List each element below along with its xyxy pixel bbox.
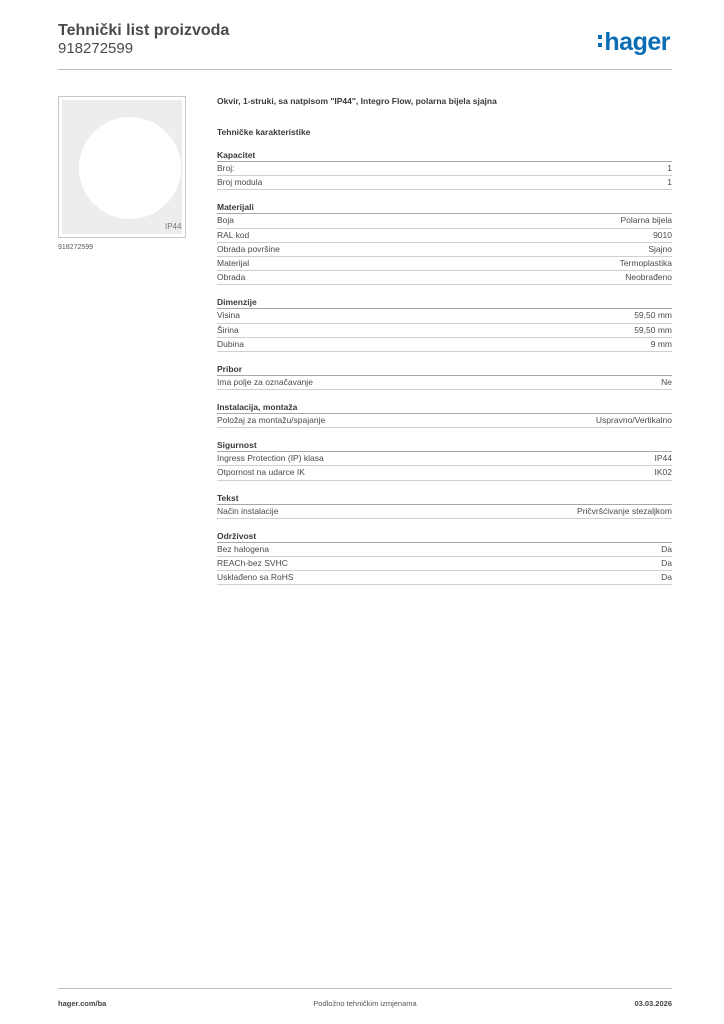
spec-row (217, 176, 672, 190)
spec-label: Ingress Protection (IP) klasa (217, 453, 324, 464)
spec-label: Ima polje za označavanje (217, 376, 313, 387)
logo-text: hager (604, 28, 670, 56)
spec-group-title: Dimenzije (217, 296, 672, 309)
spec-value: 59,50 mm (634, 324, 672, 335)
spec-group (217, 296, 672, 352)
product-image-caption: 918272599 (58, 244, 94, 251)
spec-label: RAL kod (217, 229, 250, 240)
spec-label: Broj modula (217, 177, 263, 188)
footer-date: 03.03.2026 (634, 999, 672, 1008)
ip44-marking: IP44 (165, 222, 182, 231)
spec-group (217, 401, 672, 428)
spec-group-title: Materijali (217, 201, 672, 214)
spec-value: Pričvršćivanje stezaljkom (577, 505, 672, 516)
spec-row (217, 505, 672, 519)
footer-note: Podložno tehničkim izmjenama (313, 999, 417, 1008)
frame-plate (62, 100, 182, 234)
spec-row (217, 229, 672, 243)
product-image (58, 96, 186, 238)
spec-group (217, 530, 672, 586)
document-header (58, 22, 672, 70)
spec-value: 1 (667, 177, 672, 188)
spec-value: 1 (667, 163, 672, 173)
frame-opening (79, 117, 181, 219)
spec-row (217, 452, 672, 466)
spec-row (217, 243, 672, 257)
spec-row (217, 414, 672, 428)
spec-label: Obrada (217, 272, 246, 283)
spec-row (217, 466, 672, 480)
spec-label: Visina (217, 310, 240, 321)
logo-colon-icon (598, 34, 602, 49)
spec-label: Obrada površine (217, 243, 280, 254)
spec-label: Boja (217, 215, 235, 226)
spec-value: Polarna bijela (620, 215, 672, 226)
spec-value: Sjajno (648, 243, 672, 254)
spec-value: 59,50 mm (634, 310, 672, 321)
spec-group-title: Sigurnost (217, 439, 672, 452)
spec-group-title: Održivost (217, 530, 672, 543)
spec-label: REACh-bez SVHC (217, 558, 288, 568)
spec-label: Bez halogena (217, 543, 269, 554)
spec-group (217, 201, 672, 285)
spec-value: Uspravno/Vertikalno (595, 415, 672, 426)
spec-group-title: Kapacitet (217, 149, 672, 162)
spec-row (217, 338, 672, 352)
spec-row (217, 324, 672, 338)
spec-row (217, 376, 672, 390)
spec-row (217, 271, 672, 285)
spec-group-title: Pribor (217, 363, 672, 376)
spec-label: Materijal (217, 257, 250, 268)
spec-row (217, 214, 672, 228)
spec-groups (217, 149, 672, 585)
spec-value: 9 mm (650, 338, 672, 349)
spec-group (217, 149, 672, 190)
spec-row (217, 543, 672, 557)
spec-row (217, 257, 672, 271)
spec-label: Položaj za montažu/spajanje (217, 415, 326, 426)
spec-label: Broj: (217, 163, 235, 173)
spec-row (217, 571, 672, 585)
spec-value: Termoplastika (619, 257, 672, 268)
spec-label: Dubina (217, 338, 244, 349)
spec-value: IP44 (654, 453, 672, 464)
spec-value: Da (661, 572, 672, 583)
spec-value: Neobrađeno (625, 272, 672, 283)
spec-group (217, 492, 672, 519)
spec-group-title: Tekst (217, 492, 672, 505)
footer-website[interactable]: hager.com/ba (58, 999, 107, 1008)
product-number: 918272599 (58, 40, 134, 57)
spec-row (217, 162, 672, 176)
spec-value: Ne (661, 376, 672, 387)
spec-label: Otpornost na udarce IK (217, 467, 305, 478)
spec-group-title: Instalacija, montaža (217, 401, 672, 414)
spec-value: 9010 (653, 229, 672, 240)
section-heading: Tehničke karakteristike (217, 127, 311, 137)
hager-logo (598, 28, 670, 57)
document-footer (58, 988, 672, 1008)
spec-label: Širina (217, 324, 239, 335)
spec-value: Da (661, 558, 672, 568)
spec-value: IK02 (654, 467, 672, 478)
document-title: Tehnički list proizvoda (58, 22, 230, 39)
spec-label: Usklađeno sa RoHS (217, 572, 294, 583)
spec-row (217, 309, 672, 323)
product-description: Okvir, 1-struki, sa natpisom "IP44", Integro Flow, polarna bijela sjajna (217, 96, 497, 106)
spec-row (217, 557, 672, 571)
spec-group (217, 363, 672, 390)
spec-label: Način instalacije (217, 505, 279, 516)
spec-content (217, 95, 672, 585)
spec-value: Da (661, 543, 672, 554)
spec-group (217, 439, 672, 480)
